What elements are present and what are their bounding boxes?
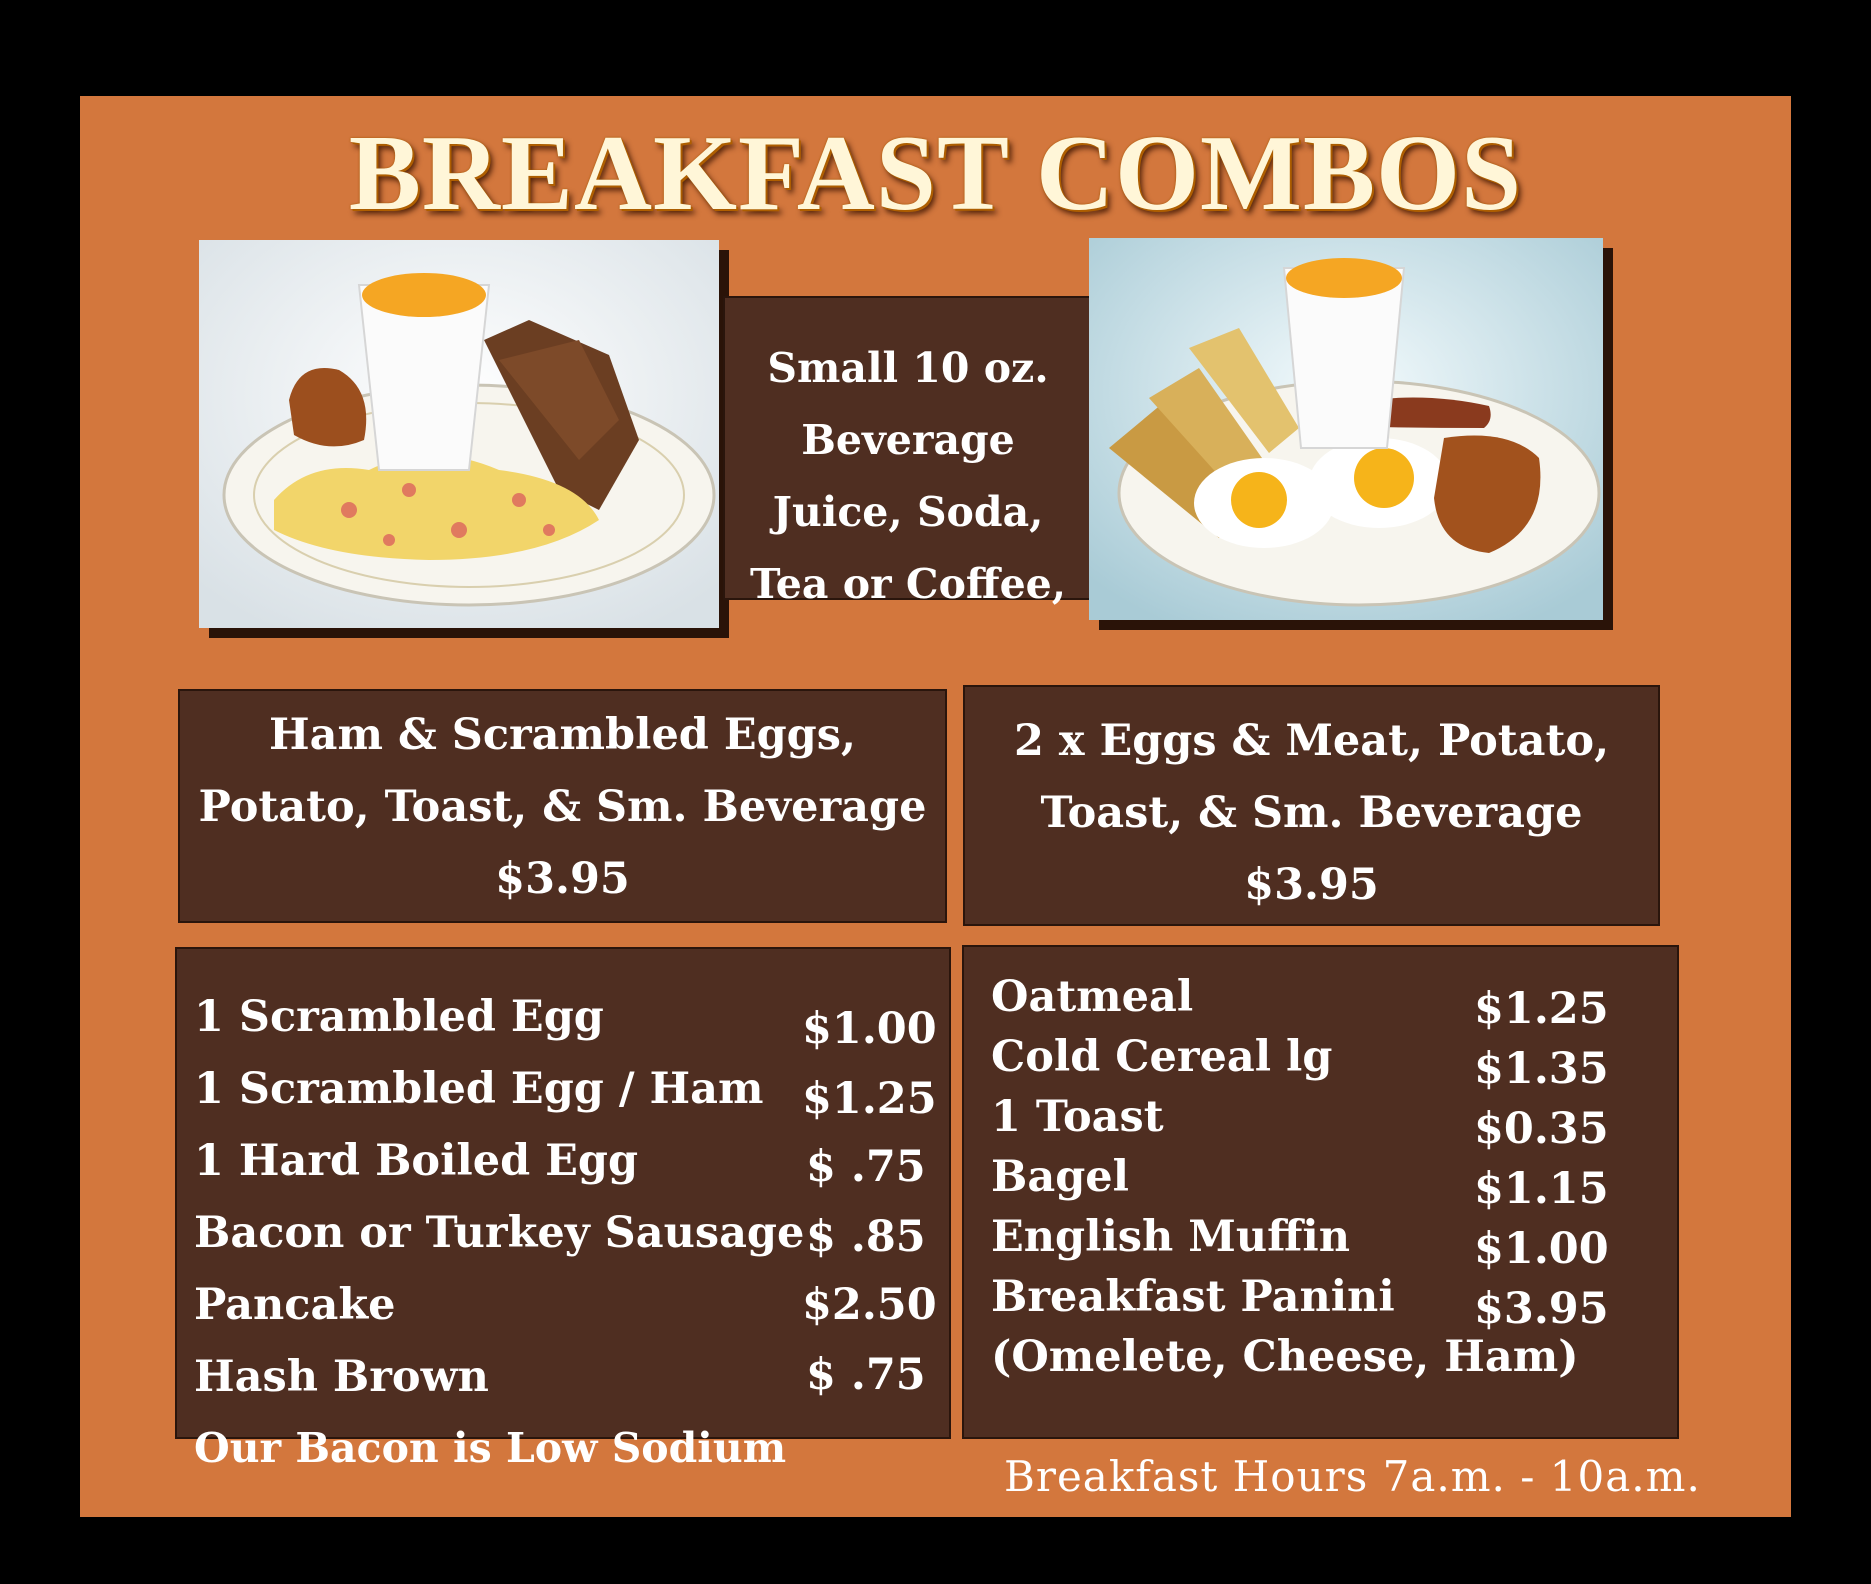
- combo-price: $3.95: [1244, 860, 1379, 910]
- combo-line: 2 x Eggs & Meat, Potato,: [1013, 716, 1610, 766]
- menu-item-name: 1 Toast: [991, 1092, 1164, 1142]
- menu-item-name: Hash Brown: [194, 1352, 489, 1402]
- menu-item-price: $1.35: [1474, 1044, 1609, 1094]
- beverage-info-box: [723, 296, 1093, 608]
- combo-ham-scrambled-eggs: [178, 689, 947, 923]
- beverage-line: Beverage: [801, 416, 1015, 464]
- menu-item-price: $1.25: [1474, 984, 1609, 1034]
- menu-item-price: $1.15: [1474, 1164, 1609, 1214]
- beverage-line: Tea or Coffee,: [749, 560, 1067, 608]
- menu-item-price: $1.25: [802, 1074, 937, 1124]
- menu-item-price: $1.00: [802, 1004, 937, 1054]
- photo-ham-scrambled-eggs: [199, 240, 719, 628]
- menu-item-name: Bagel: [991, 1152, 1129, 1202]
- scrambled-eggs-plate-image: [199, 240, 719, 628]
- menu-item-name: 1 Scrambled Egg / Ham: [194, 1064, 764, 1114]
- beverage-line: Juice, Soda,: [772, 488, 1044, 536]
- menu-item-name: Pancake: [194, 1280, 396, 1330]
- menu-item-price: $3.95: [1474, 1284, 1609, 1334]
- combo-eggs-and-meat: [963, 685, 1660, 926]
- combo-price: $3.95: [495, 854, 630, 904]
- menu-item-price: $1.00: [1474, 1224, 1609, 1274]
- bacon-note: Our Bacon is Low Sodium: [194, 1424, 787, 1472]
- menu-item-price: $ .75: [806, 1350, 926, 1400]
- menu-item-price: $ .85: [806, 1212, 926, 1262]
- beverage-line: Small 10 oz.: [767, 344, 1049, 392]
- combo-line: Toast, & Sm. Beverage: [1040, 788, 1583, 838]
- menu-item-name: English Muffin: [991, 1212, 1350, 1262]
- combo-line: Potato, Toast, & Sm. Beverage: [198, 782, 927, 832]
- photo-eggs-and-meat: [1089, 238, 1603, 620]
- menu-item-name: Oatmeal: [991, 972, 1194, 1022]
- breakfast-hours: Breakfast Hours 7a.m. - 10a.m.: [1004, 1452, 1701, 1501]
- menu-item-price: $2.50: [802, 1280, 937, 1330]
- menu-item-name: Cold Cereal lg: [991, 1032, 1333, 1082]
- eggs-and-meat-plate-image: [1089, 238, 1603, 620]
- page-title: BREAKFAST COMBOS: [348, 114, 1523, 233]
- combo-line: Ham & Scrambled Eggs,: [269, 710, 856, 760]
- menu-item-name: Bacon or Turkey Sausage: [194, 1208, 805, 1258]
- menu-item-name: Breakfast Panini: [991, 1272, 1395, 1322]
- menu-item-name: 1 Scrambled Egg: [194, 992, 604, 1042]
- panini-note: (Omelete, Cheese, Ham): [991, 1332, 1579, 1382]
- menu-item-price: $0.35: [1474, 1104, 1609, 1154]
- menu-item-price: $ .75: [806, 1142, 926, 1192]
- menu-item-name: 1 Hard Boiled Egg: [194, 1136, 639, 1186]
